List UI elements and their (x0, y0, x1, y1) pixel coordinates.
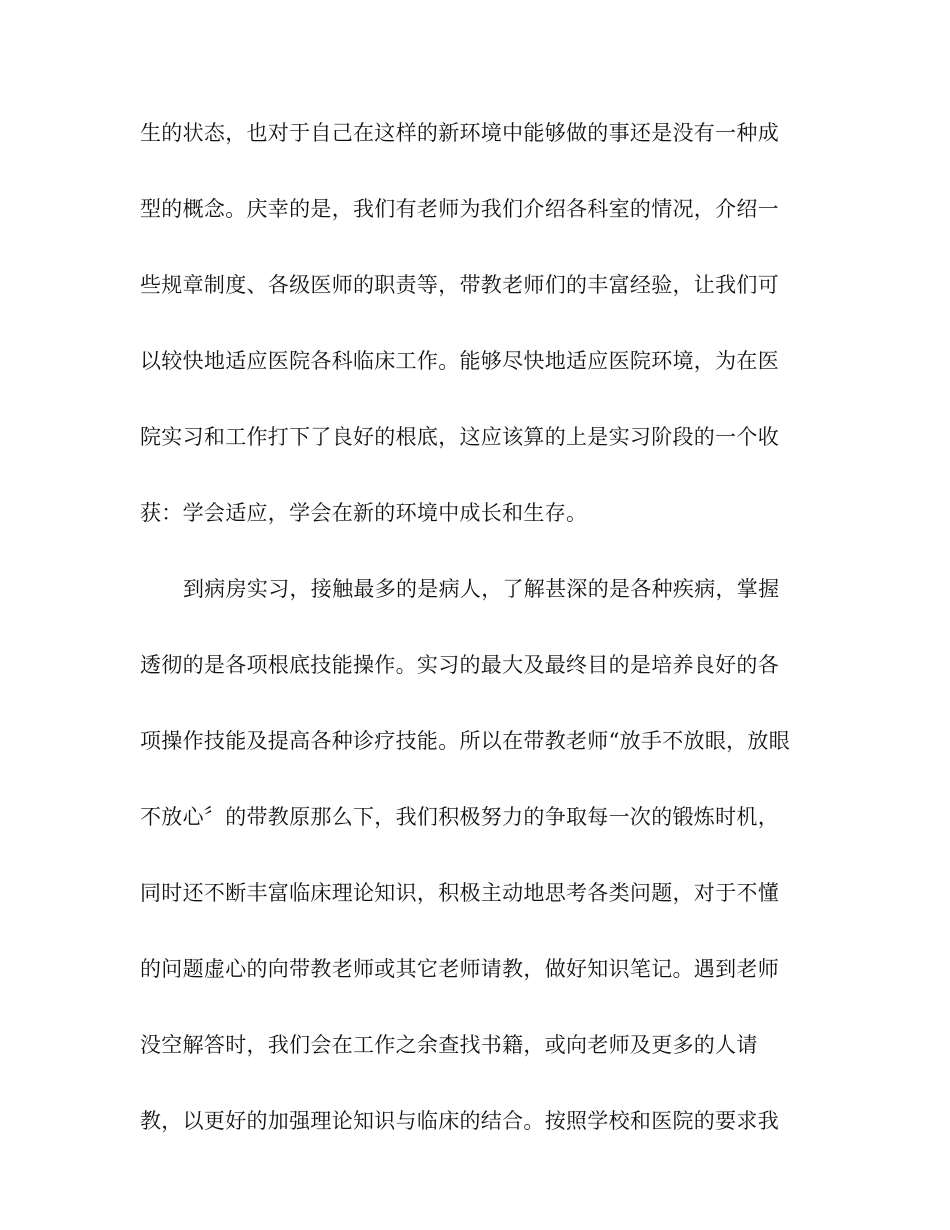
text-line: 没空解答时，我们会在工作之余查找书籍，或向老师及更多的人请 (140, 1033, 758, 1057)
text-line: 院实习和工作打下了良好的根底，这应该算的上是实习阶段的一个收 (140, 425, 779, 449)
text-line: 教，以更好的加强理论知识与临床的结合。按照学校和医院的要求我 (140, 1109, 779, 1133)
text-line: 项操作技能及提高各种诊疗技能。所以在带教老师“放手不放眼，放眼 (140, 729, 791, 753)
text-line: 型的概念。庆幸的是，我们有老师为我们介绍各科室的情况，介绍一 (140, 197, 779, 221)
text-line: 透彻的是各项根底技能操作。实习的最大及最终目的是培养良好的各 (140, 653, 779, 677)
text-line: 同时还不断丰富临床理论知识，积极主动地思考各类问题，对于不懂 (140, 881, 779, 905)
text-line: 以较快地适应医院各科临床工作。能够尽快地适应医院环境，为在医 (140, 349, 779, 373)
text-line: 不放心〞的带教原那么下，我们积极努力的争取每一次的锻炼时机， (140, 805, 779, 829)
paragraph-start-line: 到病房实习，接触最多的是病人，了解甚深的是各种疾病，掌握 (183, 577, 780, 601)
text-line: 获：学会适应，学会在新的环境中成长和生存。 (140, 501, 588, 525)
text-line: 些规章制度、各级医师的职责等，带教老师们的丰富经验，让我们可 (140, 273, 779, 297)
text-line: 生的状态，也对于自己在这样的新环境中能够做的事还是没有一种成 (140, 121, 779, 145)
text-line: 的问题虚心的向带教老师或其它老师请教，做好知识笔记。遇到老师 (140, 957, 779, 981)
